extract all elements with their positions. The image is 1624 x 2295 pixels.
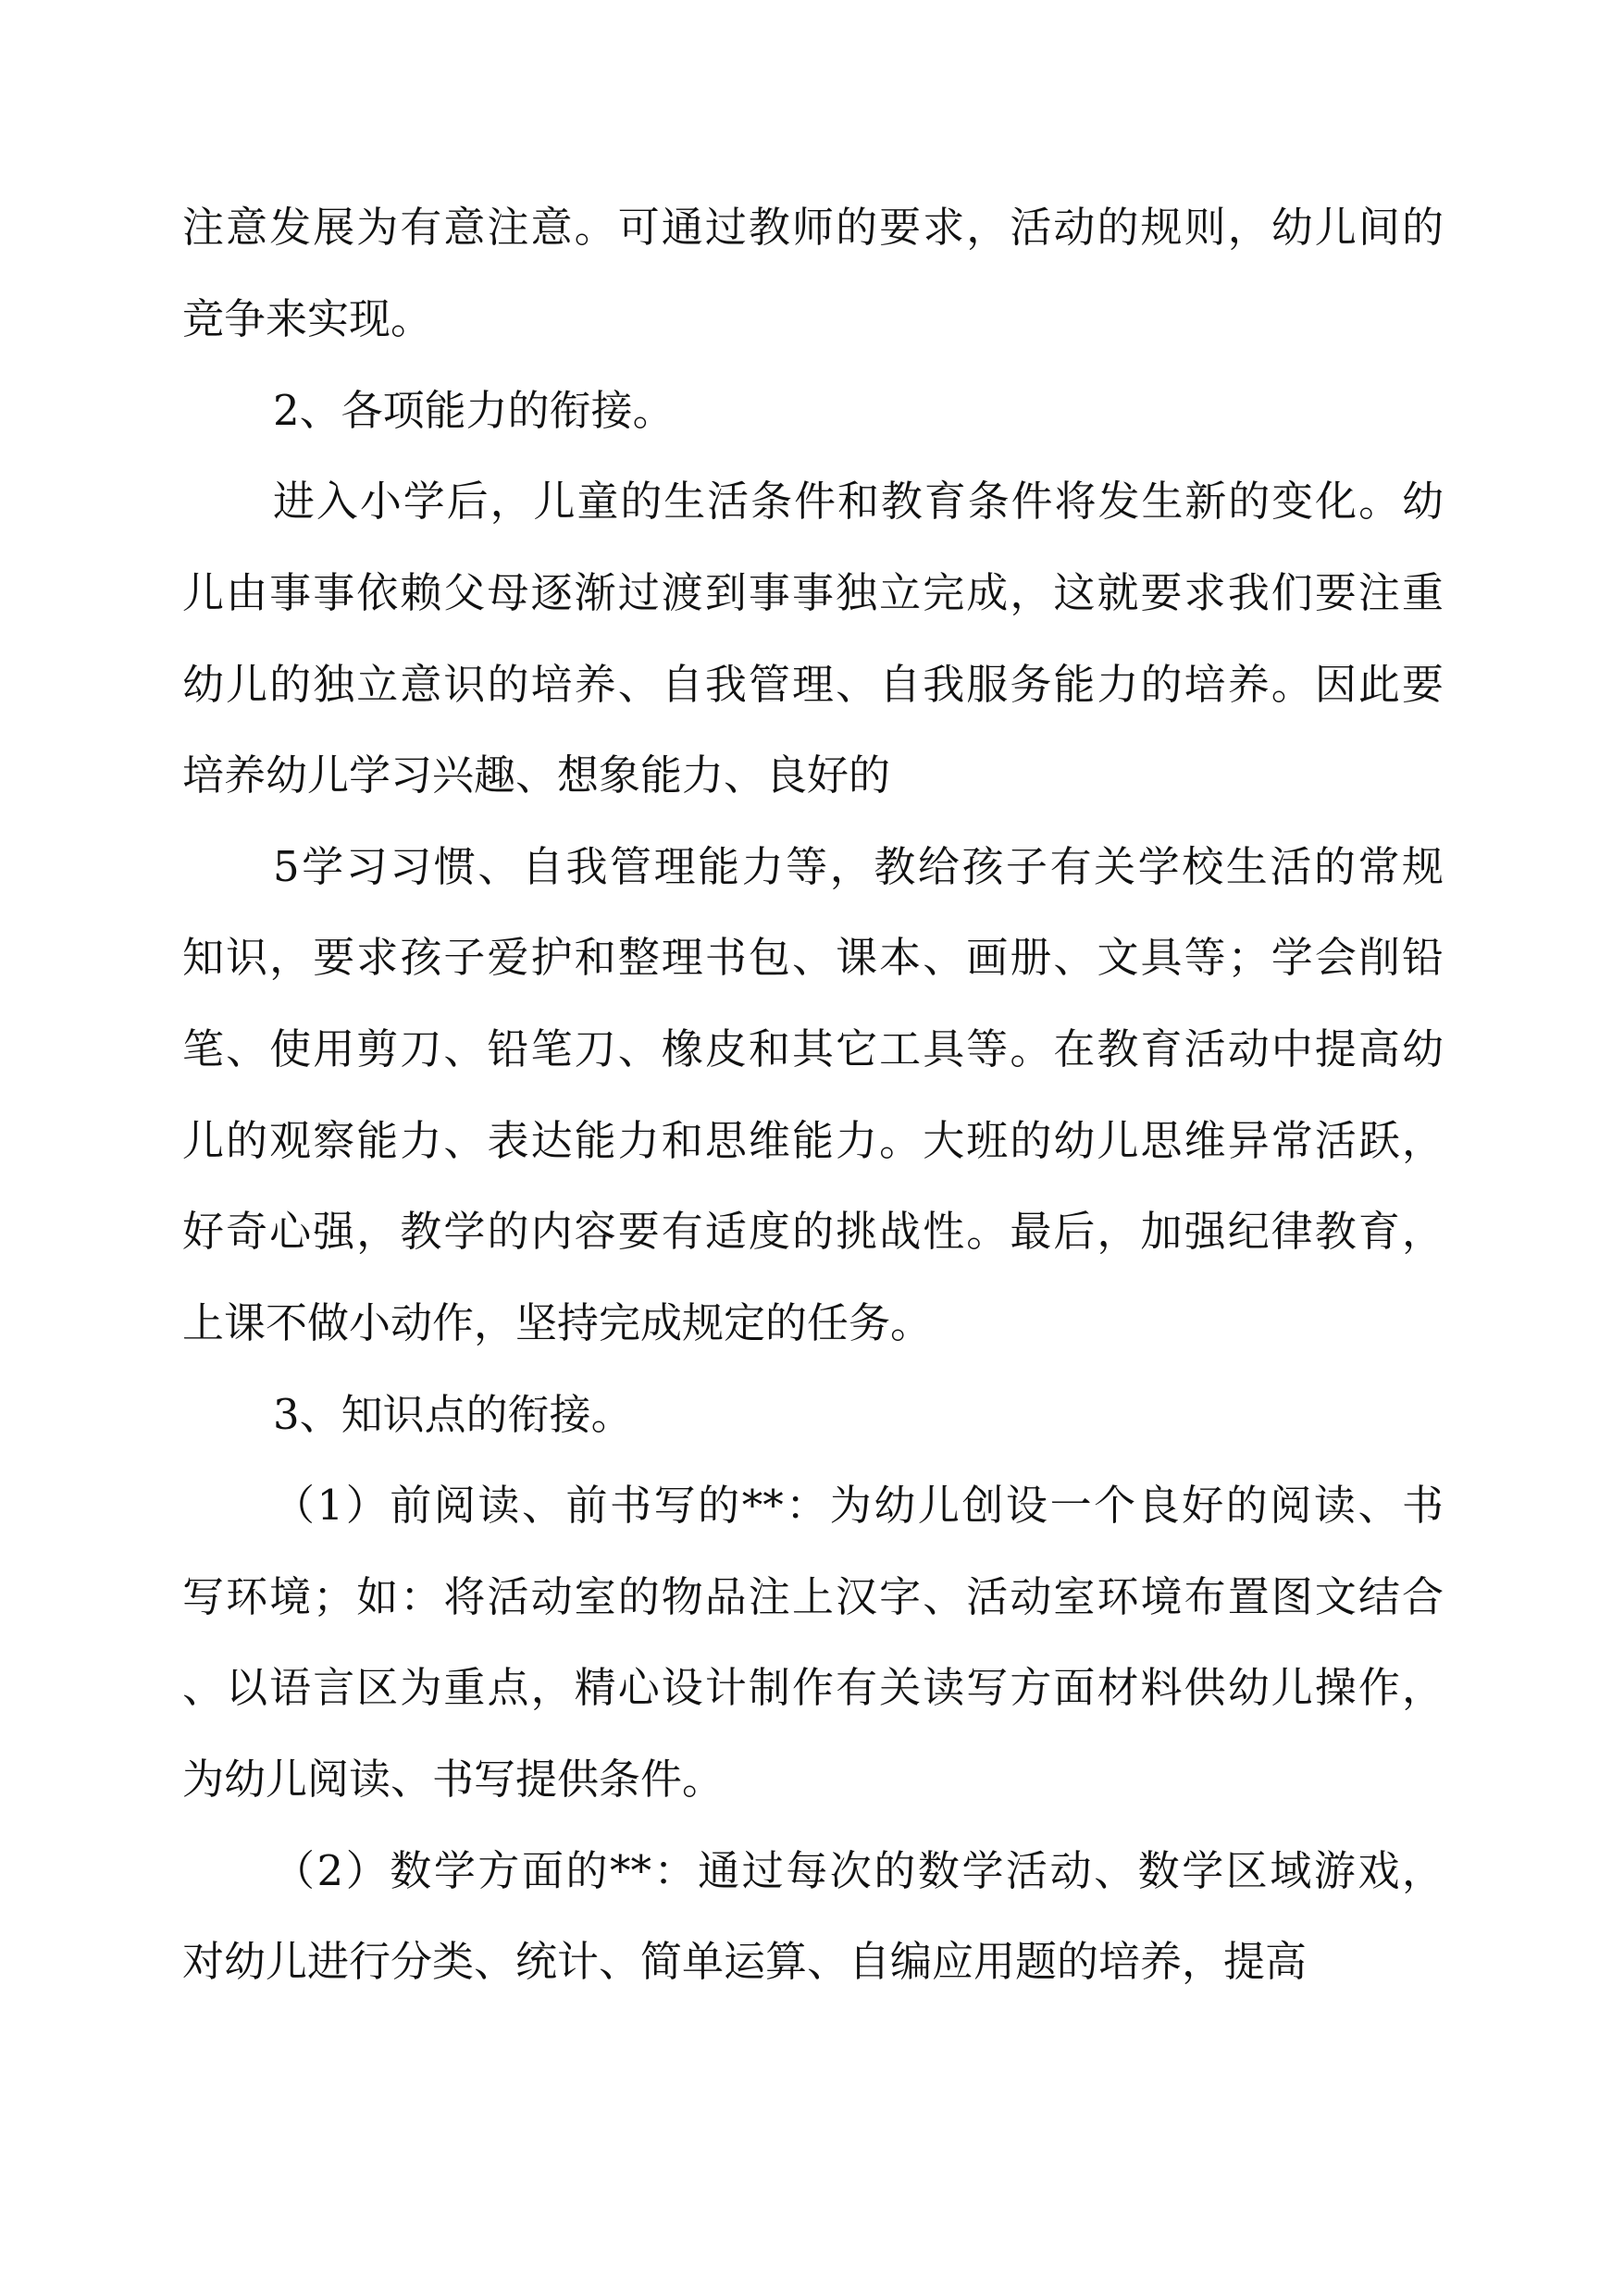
paragraph-line: 培养幼儿学习兴趣、想象能力、良好的 [182, 751, 891, 800]
paragraph-line: 儿的观察能力、表达能力和思维能力。大班的幼儿思维异常活跃， [182, 1116, 1444, 1165]
paragraph-line: （1）前阅读、前书写的**：为幼儿创设一个良好的阅读、书 [273, 1481, 1444, 1530]
paragraph-line: 对幼儿进行分类、统计、简单运算、自编应用题的培养，提高 [182, 1937, 1308, 1986]
paragraph-line: 儿由事事依赖父母逐渐过渡到事事独立完成，这就要求我们要注重 [182, 568, 1444, 617]
paragraph-line: 、以语言区为重点，精心设计制作有关读写方面材料供幼儿操作， [182, 1663, 1444, 1712]
paragraph-line: 为幼儿阅读、书写提供条件。 [182, 1755, 725, 1804]
paragraph-line: 笔、使用剪刀、铅笔刀、橡皮和其它工具等。在教育活动中提高幼 [182, 1024, 1444, 1073]
paragraph-line: 进入小学后，儿童的生活条件和教育条件将发生新的变化。幼 [273, 477, 1444, 526]
paragraph-line: 上课不做小动作，坚持完成规定的任务。 [182, 1298, 933, 1347]
section-heading: 2、各项能力的衔接。 [273, 386, 675, 435]
paragraph-line: 竞争来实现。 [182, 294, 433, 343]
section-heading: 3、知识点的衔接。 [273, 1390, 633, 1439]
paragraph-line: 注意发展为有意注意。可通过教师的要求，活动的规则，幼儿间的 [182, 203, 1444, 252]
paragraph-line: 写环境；如：将活动室的物品注上汉字、活动室环境布置图文结合 [182, 1572, 1444, 1621]
paragraph-line: 知识，要求孩子爱护和整理书包、课本、画册、文具等；学会削铅 [182, 933, 1444, 982]
paragraph-line: 好奇心强，教学的内容要有适度的挑战性。最后，加强纪律教育， [182, 1207, 1444, 1256]
paragraph-line: 幼儿的独立意识的培养、自我管理、自我服务能力的培养。因此要 [182, 660, 1444, 709]
paragraph-line: （2）数学方面的**：通过每次的数学活动、数学区域游戏， [273, 1846, 1444, 1895]
paragraph-line: 5学习习惯、自我管理能力等，教给孩子有关学校生活的常规 [273, 842, 1444, 891]
